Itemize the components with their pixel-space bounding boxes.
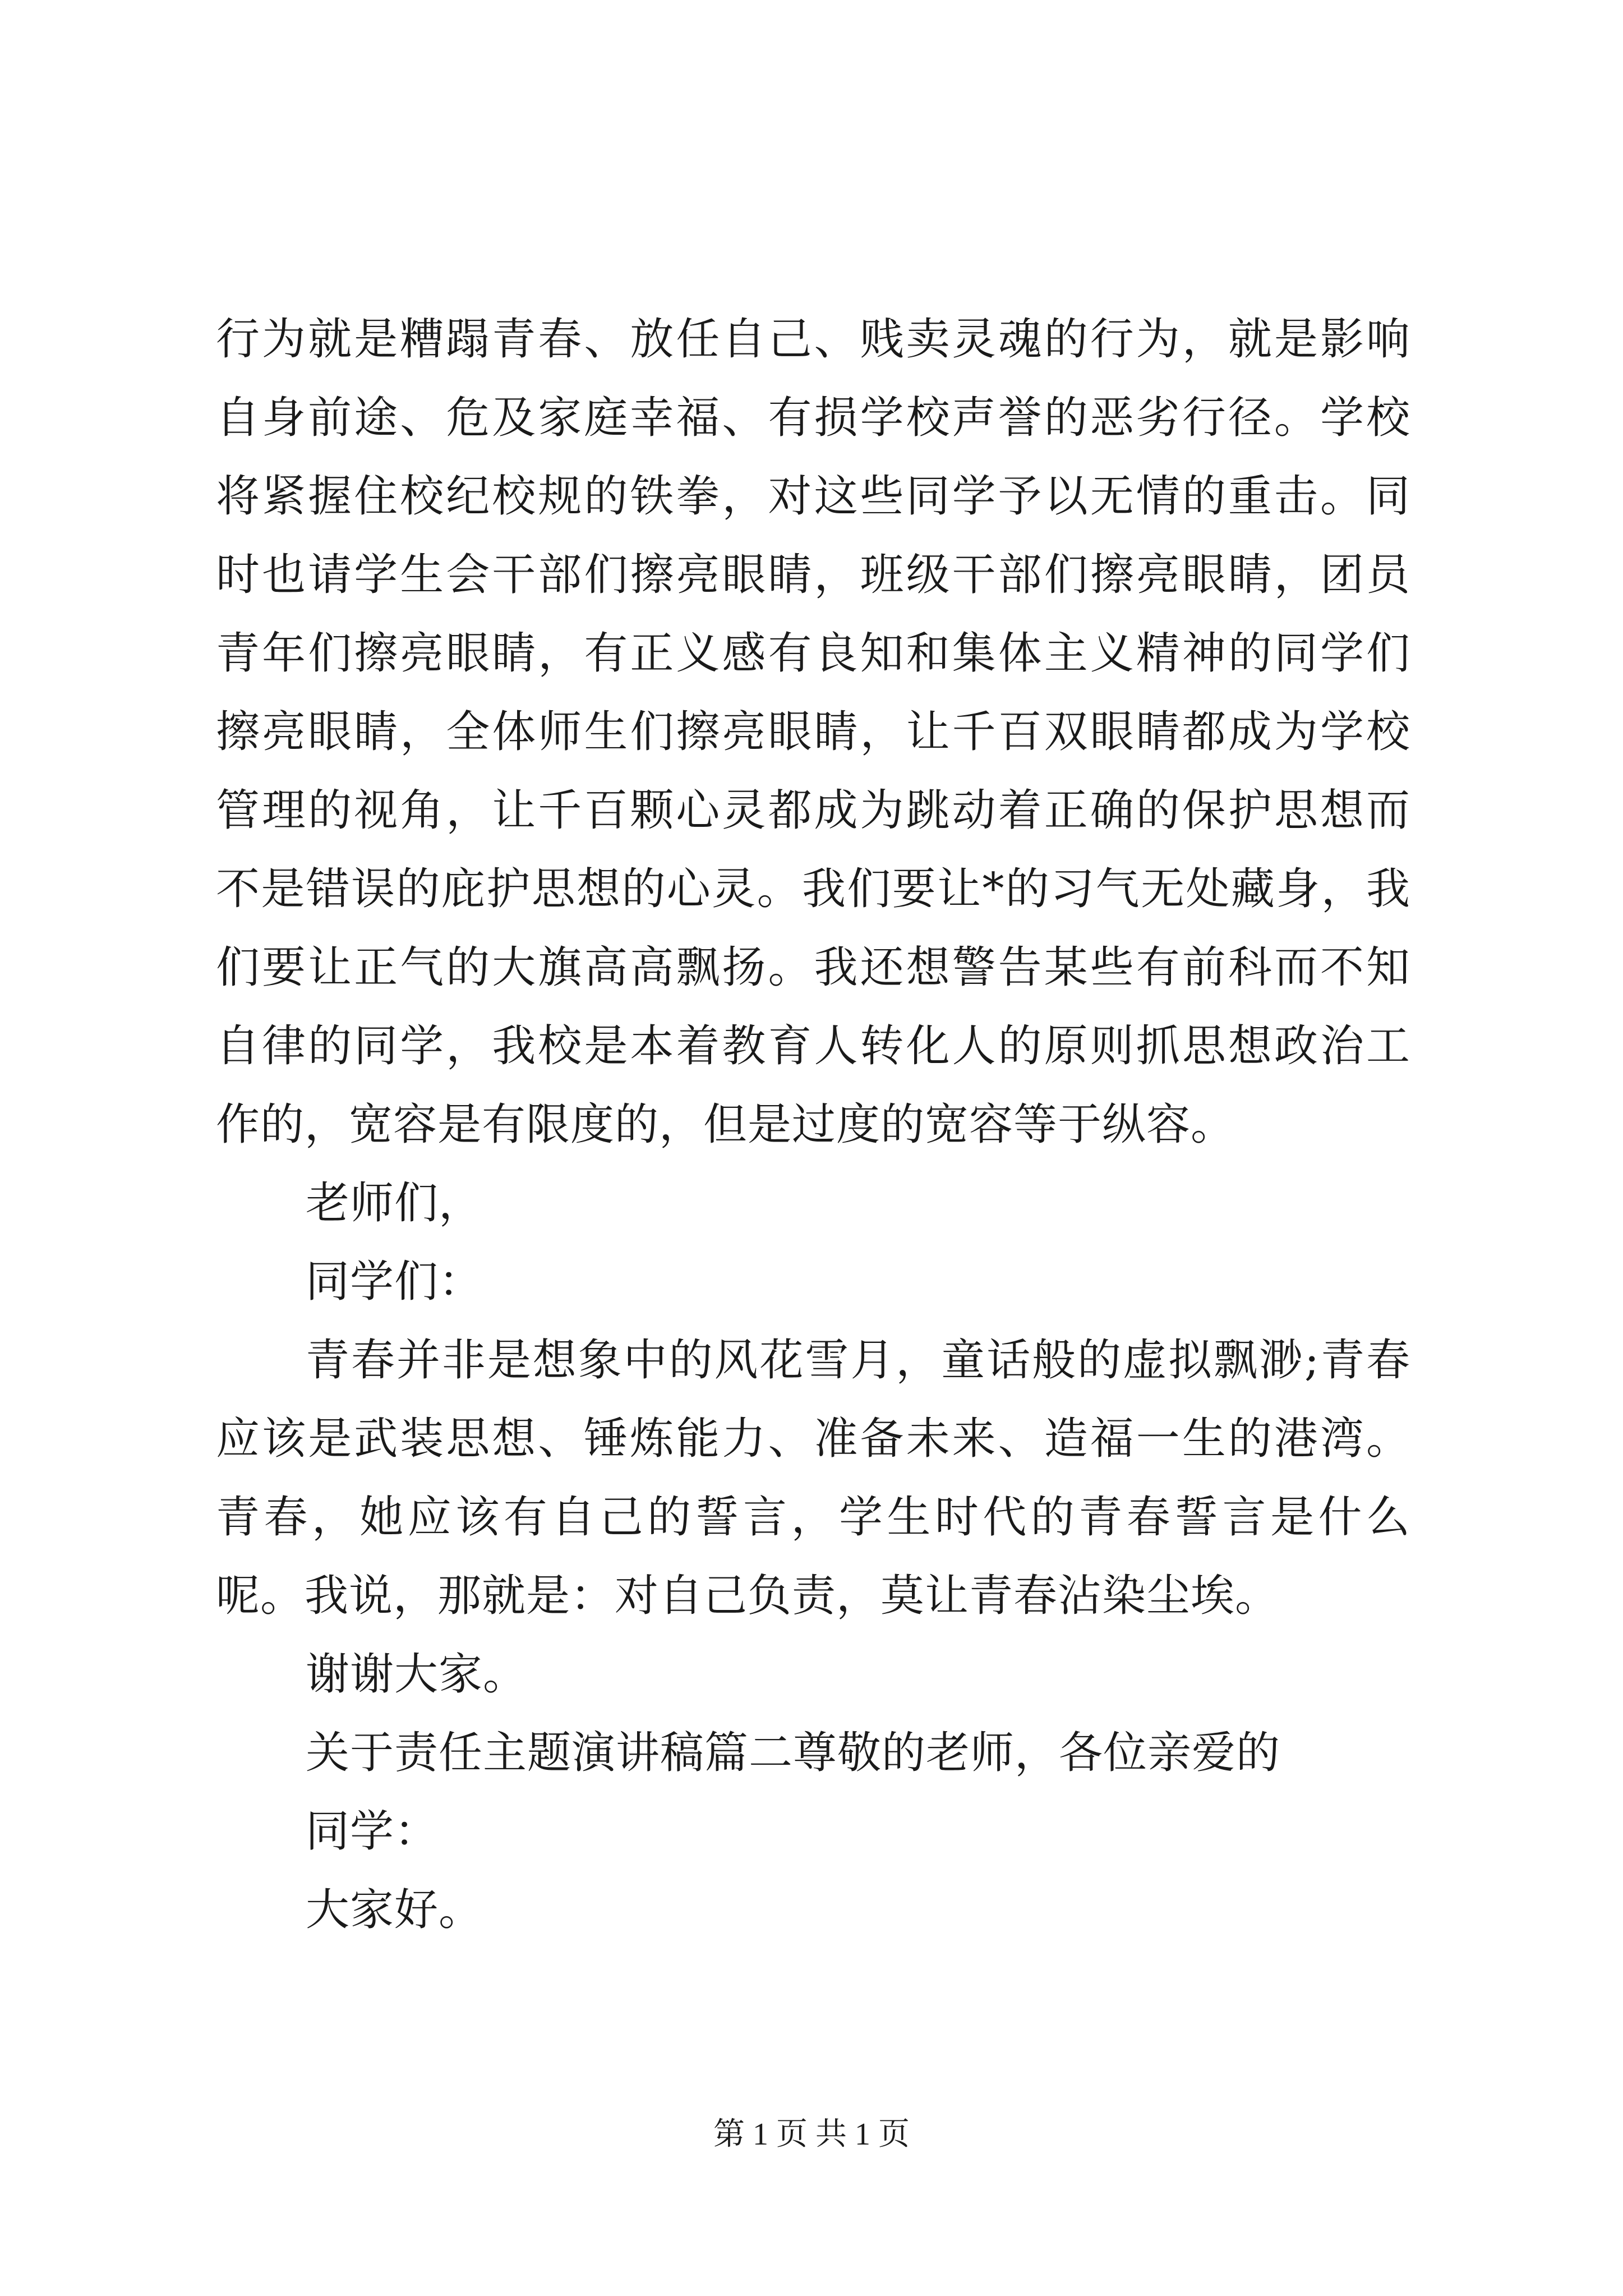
document-body xyxy=(216,300,1410,1949)
page-footer: 第 1 页 共 1 页 xyxy=(713,2117,910,2152)
salutation-classmates: 同学： xyxy=(306,1806,439,1857)
greeting: 大家好。 xyxy=(306,1885,483,1935)
body-paragraph-continuation: 行为就是糟蹋青春、放任自己、贱卖灵魂的行为，就是影响自身前途、危及家庭幸福、有损学校声誉的恶劣行径。学校将紧握住校纪校规的铁拳，对这些同学予以无情的重击。同时也请学生会干部们擦亮眼睛，班级干部们擦亮眼睛，团员青年们擦亮眼睛，有正义感有良知和集体主义精神的同学们擦亮眼睛，全体师生们擦亮眼睛，让千百双眼睛都成为学校管理的视角，让千百颗心灵都成为跳动着正确的保护思想而不是错误的庇护思想的心灵。我们要让*的习气无处藏身，我们要让正气的大旗高高飘扬。我还想警告某些有前科而不知自律的同学，我校是本着教育人转化人的原则抓思想政治工作的，宽容是有限度的，但是过度的宽容等于纵容。 xyxy=(216,314,1410,1150)
closing-thanks: 谢谢大家。 xyxy=(306,1649,528,1700)
salutation-students: 同学们： xyxy=(306,1257,483,1307)
salutation-teachers: 老师们， xyxy=(306,1178,483,1228)
next-speech-heading: 关于责任主题演讲稿篇二尊敬的老师，各位亲爱的 xyxy=(306,1728,1281,1778)
body-paragraph-youth: 青春并非是想象中的风花雪月，童话般的虚拟飘渺;青春应该是武装思想、锤炼能力、准备未来、造福一生的港湾。青春，她应该有自己的誓言，学生时代的青春誓言是什么呢。我说，那就是：对自己负责，莫让青春沾染尘埃。 xyxy=(216,1335,1410,1621)
